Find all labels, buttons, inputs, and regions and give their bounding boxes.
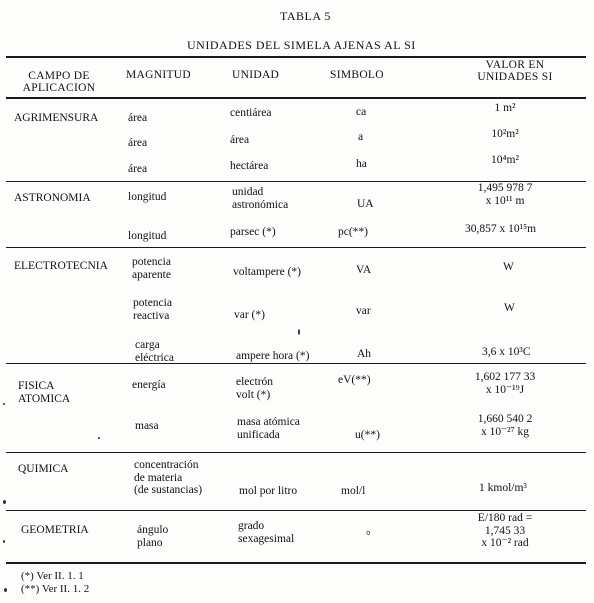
cell-magnitud-line: concentración [134,459,199,471]
header-magnitud: MAGNITUD [126,69,192,81]
scan-speck [298,329,300,335]
header-valor-line1: VALOR EN [485,59,545,71]
field-quimica: QUIMICA [18,463,69,475]
scan-speck [3,403,5,405]
cell-magnitud: longitud [128,191,167,203]
cell-simbolo: ca [356,106,367,118]
cell-valor: 3,6 x 10³C [482,346,531,358]
cell-magnitud-line: eléctrica [135,351,174,364]
cell-magnitud-line: de materia [134,471,183,484]
cell-valor: W [504,302,515,314]
cell-magnitud-line: plano [137,536,163,549]
cell-unidad: hectárea [230,160,269,172]
header-campo [14,70,104,94]
cell-magnitud: área [128,163,148,175]
cell-magnitud-line: potencia [133,297,172,309]
cell-simbolo: Ah [357,348,372,360]
cell-unidad: parsec (*) [230,226,276,238]
cell-magnitud [135,339,174,364]
footnote-2: (**) Ver II. 1. 2 [21,583,90,595]
cell-unidad-line: volt (*) [236,388,271,401]
header-valor [450,59,580,83]
cell-magnitud-line: carga [135,339,160,351]
cell-unidad [238,520,294,545]
cell-valor-line: x 10⁻²⁷ kg [480,425,530,438]
cell-unidad: centiárea [230,107,272,119]
bottom-rule [6,562,586,564]
cell-unidad-line: astronómica [232,198,289,211]
cell-simbolo: mol/l [341,485,366,497]
cell-valor [450,182,560,207]
cell-magnitud [134,459,202,497]
cell-valor [450,371,560,396]
cell-valor: 10²m² [491,128,519,140]
header-unidad: UNIDAD [232,69,280,81]
field-line: ATOMICA [18,392,71,405]
cell-magnitud [137,524,168,549]
cell-magnitud [132,256,171,281]
cell-unidad: mol por litro [239,485,298,497]
cell-valor: 30,857 x 10¹⁵m [465,223,537,235]
cell-magnitud-line: reactiva [133,309,170,322]
scan-speck [3,500,6,504]
field-geometria: GEOMETRIA [21,524,89,536]
cell-unidad-line: electrón [236,376,274,388]
cell-valor-line: 1,495 978 7 [477,182,533,194]
cell-unidad-line: sexagesimal [238,532,295,545]
cell-magnitud: área [128,137,148,149]
scan-speck [4,588,7,592]
header-valor-line2: UNIDADES SI [477,71,553,83]
cell-valor-line: 1,660 540 2 [477,413,533,425]
cell-unidad-line: grado [238,520,265,532]
cell-simbolo: ° [366,530,371,542]
top-rule [6,56,586,58]
footnote-1: (*) Ver II. 1. 1 [21,570,84,582]
cell-valor: 1 m² [494,102,516,114]
cell-simbolo: a [358,131,364,143]
field-agrimensura: AGRIMENSURA [14,112,99,124]
table-title: UNIDADES DEL SIMELA AJENAS AL SI [187,38,416,52]
cell-simbolo: var [356,305,371,317]
cell-magnitud: área [128,112,148,124]
cell-magnitud: energía [132,379,166,391]
cell-unidad: voltampere (*) [233,266,302,278]
cell-magnitud-line: aparente [132,268,171,281]
section-rule [6,363,586,364]
cell-simbolo: UA [357,198,374,210]
cell-valor-line: 1,602 177 33 [474,371,536,383]
cell-unidad: área [230,134,250,146]
cell-unidad-line: masa atómica [237,416,300,428]
section-rule [6,247,586,248]
cell-valor-line: x 10¹¹ m [485,194,525,207]
field-electrotecnia: ELECTROTECNIA [14,260,108,272]
cell-unidad: var (*) [234,309,265,321]
cell-valor: W [503,261,514,273]
header-bottom-rule [6,97,586,99]
cell-unidad [236,376,273,401]
cell-magnitud-line: potencia [132,256,171,268]
cell-magnitud-line: ángulo [137,524,169,536]
table-label: TABLA 5 [280,9,331,23]
cell-unidad-line: unificada [237,428,280,441]
cell-magnitud: longitud [128,230,167,242]
cell-valor: 10⁴m² [491,154,519,166]
cell-valor [450,512,560,550]
field-line: FISICA [18,380,55,392]
header-campo-line2: APLICACION [22,82,96,94]
cell-valor-line: E/180 rad = [477,512,533,524]
cell-unidad: ampere hora (*) [236,350,310,362]
cell-unidad [237,416,300,441]
cell-simbolo: ha [356,158,367,170]
field-astronomia: ASTRONOMIA [14,192,91,204]
field-fisica-atomica [18,380,70,405]
scan-speck [98,437,100,439]
cell-valor [450,413,560,438]
header-simbolo: SIMBOLO [330,69,384,81]
cell-simbolo: u(**) [355,429,380,441]
section-rule [6,452,586,453]
cell-simbolo: pc(**) [338,226,369,238]
cell-magnitud: masa [135,420,159,432]
cell-valor-line: x 10⁻¹⁹J [485,383,525,396]
section-rule [6,510,586,511]
header-campo-line1: CAMPO DE [28,70,90,82]
cell-unidad [232,186,288,211]
cell-magnitud [133,297,172,322]
cell-valor-line: 1,745 33 [484,524,526,537]
cell-valor-line: x 10⁻² rad [481,537,529,549]
cell-simbolo: eV(**) [338,374,371,386]
cell-magnitud-line: (de sustancias) [134,484,203,496]
cell-valor: 1 kmol/m³ [479,482,527,494]
cell-simbolo: VA [356,264,372,276]
scan-speck [3,540,5,543]
cell-unidad-line: unidad [232,186,264,198]
